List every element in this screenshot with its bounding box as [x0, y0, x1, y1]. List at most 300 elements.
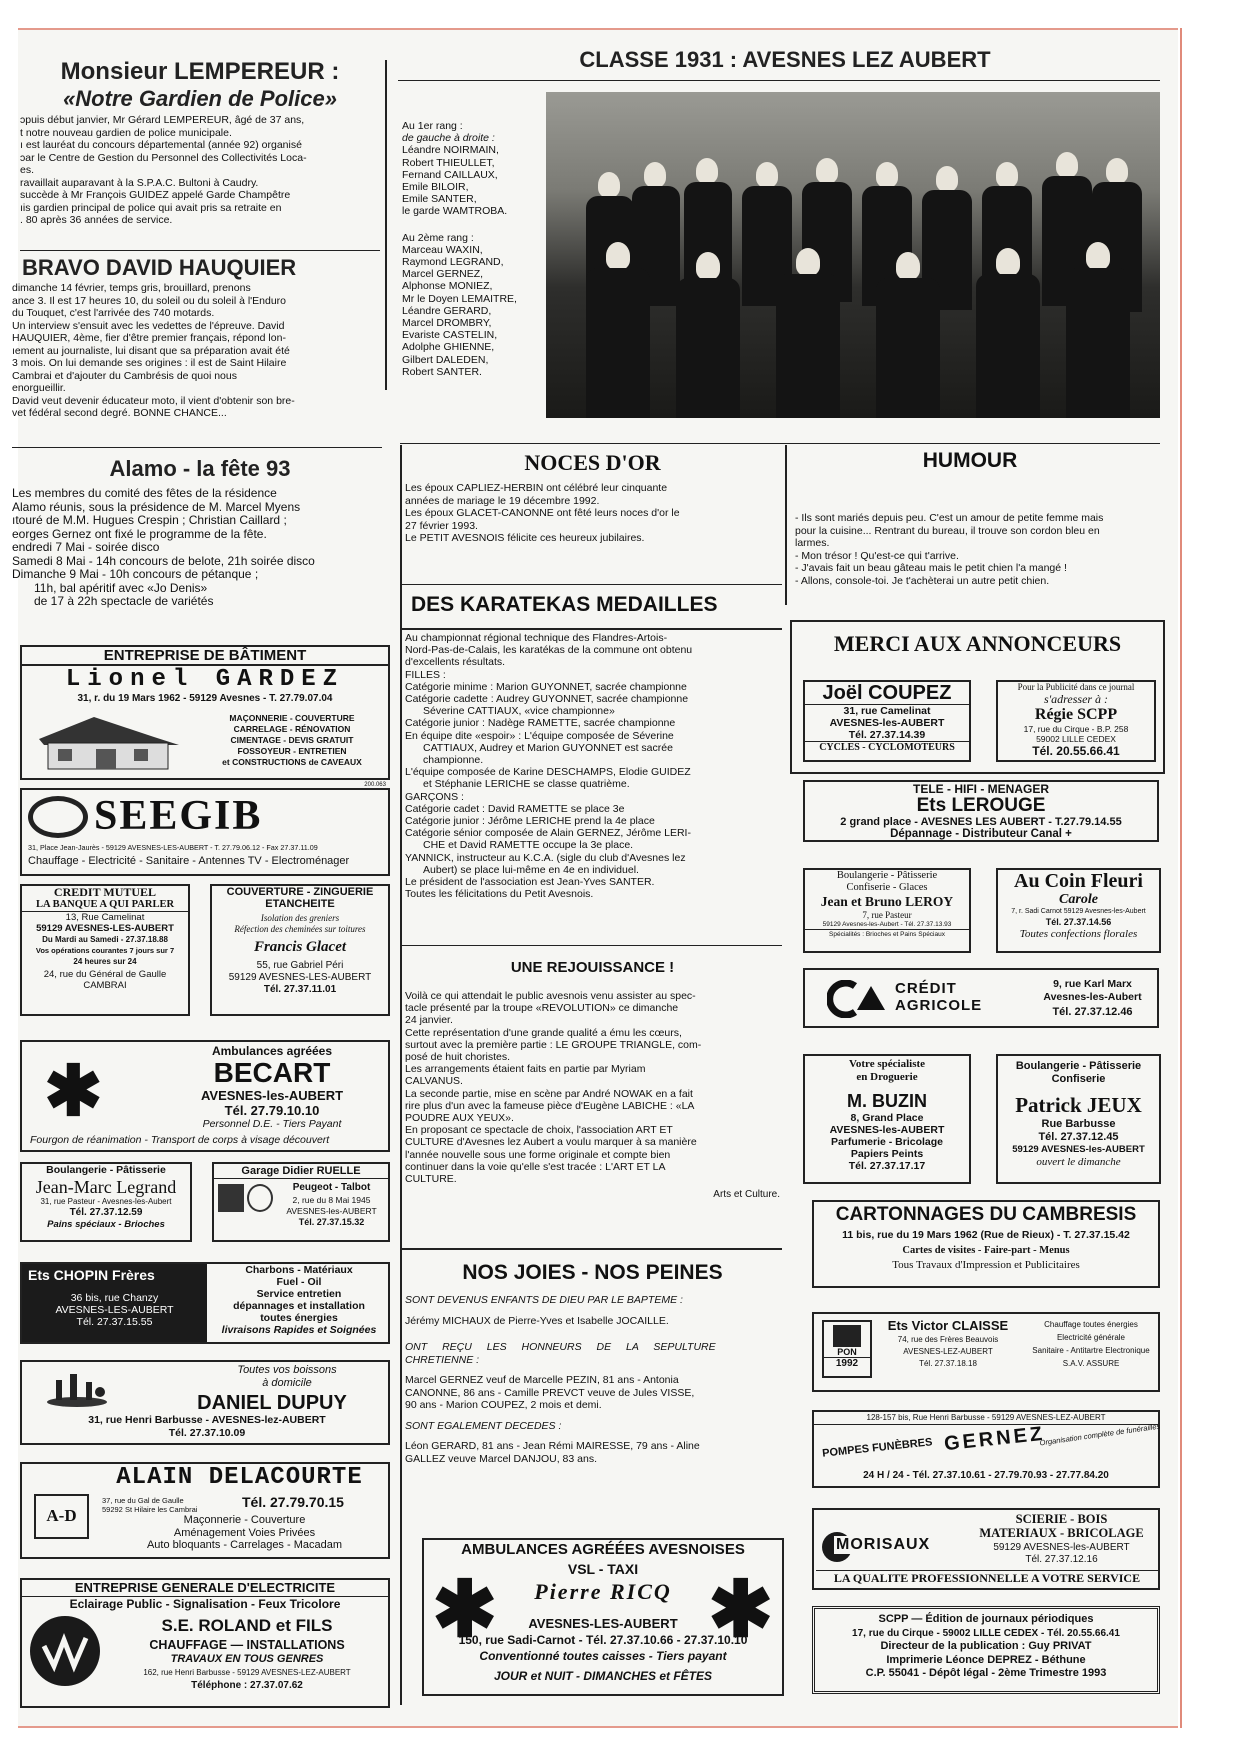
ad-credit-mutuel: [20, 884, 190, 1016]
text-line: 24 heures sur 24: [73, 957, 137, 966]
ad-city: 59129 Avesnes-les-Aubert - Tél. 27.37.13.93: [822, 921, 952, 928]
text-line: 24, rue du Général de Gaulle: [43, 969, 167, 980]
ad-name: DANIEL DUPUY: [197, 1392, 347, 1414]
ad-name: Joël COUPEZ: [805, 682, 969, 705]
ad-name: CRÉDIT: [895, 980, 957, 997]
karate-title: DES KARATEKAS MEDAILLES: [411, 593, 718, 616]
bravo-body: [12, 282, 380, 420]
text-line: Cambrai et d'ajouter du Cambrésis de quoi nous: [12, 369, 237, 382]
ad-line: CYCLES - CYCLOMOTEURS: [805, 741, 969, 754]
imprint-line: SCPP — Édition de journaux périodiques: [878, 1613, 1094, 1625]
text-line: ɔpuis début janvier, Mr Gérard LEMPEREUR, âgé de 37 ans,: [20, 114, 305, 126]
ad-name: Lionel GARDEZ: [65, 666, 345, 693]
ad-claisse: [812, 1312, 1160, 1392]
text-line: ıis gardien principal de police qui avait pris sa retraite en: [20, 201, 282, 214]
text-line: ıement au journaliste, lui disant que sa préparation avait été: [12, 344, 290, 357]
text-line: - J'avais fait un beau gâteau mais le petit chien l'a mangé !: [795, 562, 1067, 574]
ad-line: Confiserie: [1051, 1073, 1106, 1085]
star-of-life-icon: ✱: [44, 1052, 103, 1130]
ad-address: 2 grand place - AVESNES LES AUBERT - T.27.79.14.55: [840, 816, 1122, 828]
caption-name: Marcel GERNEZ,: [402, 268, 484, 281]
text-line: dimanche 14 février, temps gris, brouillard, prenons: [12, 282, 251, 294]
ad-name: Pierre RICQ: [534, 1579, 672, 1604]
text-line: Service entretien: [256, 1288, 342, 1300]
ad-credit-agricole: [803, 968, 1159, 1028]
ad-legrand: [20, 1162, 192, 1242]
text-line: 59129 AVESNES-LES-AUBERT: [36, 923, 174, 934]
ad-heading: ETANCHEITE: [265, 898, 335, 910]
text-line: Alamo réunis, sous la présidence de M. Marcel Myens: [12, 499, 301, 514]
caption-name: Robert THIEULLET,: [402, 156, 495, 169]
ad-code: 200.063: [364, 782, 386, 788]
text-line: continuer dans la voie qu'elle s'est tracée : L'ART ET LA: [405, 1160, 666, 1173]
caption-direction: de gauche à droite :: [402, 132, 495, 145]
classe-title: CLASSE 1931 : AVESNES LEZ AUBERT: [579, 47, 991, 72]
alamo-article: [12, 455, 388, 609]
text-line: CALVANUS.: [405, 1075, 463, 1088]
chopin-panel: [22, 1264, 207, 1342]
text-line: ıtouré de M.M. Hugues Crespin ; Christian Caillard ;: [12, 513, 287, 527]
section-label: ONT REÇU LES HONNEURS DE LA SEPULTURE: [405, 1341, 716, 1353]
text-line: Au championnat régional technique des Flandres-Artois-: [405, 632, 668, 644]
noces-title: NOCES D'OR: [524, 450, 661, 475]
ad-seegib: [20, 788, 390, 876]
ad-line: JOUR et NUIT - DIMANCHES et FÊTES: [493, 1669, 712, 1683]
text-line: GARÇONS :: [405, 790, 464, 803]
logo-text: PON: [837, 1347, 857, 1357]
roland-logo-icon: [30, 1616, 100, 1686]
text-line: En proposant ce spectacle de choix, l'association ART ET: [405, 1124, 673, 1137]
text-line: POUDRE AUX YEUX».: [405, 1112, 514, 1125]
page-edge-line: [1180, 28, 1182, 1728]
caption-name: Robert SANTER.: [402, 365, 482, 378]
ad-address: 8, Grand Place: [850, 1112, 924, 1124]
ad-address: 9, rue Karl Marx: [1053, 978, 1132, 990]
ad-phone: Tél. 27.37.12.16: [1025, 1554, 1098, 1565]
claisse-services: [1024, 1318, 1158, 1370]
text-line: d'excellents résultats.: [405, 656, 506, 669]
text-line: Vos opérations courantes 7 jours sur 7: [35, 946, 175, 955]
text-line: Auto bloquants - Carrelages - Macadam: [146, 1539, 343, 1551]
text-line: - Ils sont mariés depuis peu. C'est un amour de petite femme mais: [795, 512, 1104, 524]
ad-address: 31, Place Jean-Jaurès - 59129 AVESNES-LES-AUBERT - T. 27.79.06.12 - Fax 27.37.11.09: [28, 843, 318, 852]
ad-services: [197, 713, 387, 768]
ad-phone: Tél. 27.79.10.10: [224, 1103, 320, 1118]
caption-name: Adolphe GHIENNE,: [402, 341, 495, 354]
text-line: championne.: [423, 754, 484, 767]
text-line: CULTURE.: [405, 1173, 457, 1186]
service-line: MAÇONNERIE - COUVERTURE: [229, 713, 355, 723]
lempereur-title: Monsieur LEMPEREUR :: [60, 58, 340, 85]
ad-heading: ENTREPRISE GENERALE D'ELECTRICITE: [22, 1580, 388, 1597]
lempereur-body: [20, 114, 380, 227]
divider: [402, 1248, 782, 1250]
text-line: 90 ans - Marion COUPEZ, 2 mois et demi.: [405, 1399, 602, 1411]
ad-phone: Tél. 27.37.17.17: [848, 1160, 926, 1172]
text-line: pour la cuisine... Rentrant du bureau, il trouve son cordon bleu en: [795, 524, 1100, 537]
ad-becart: [20, 1040, 390, 1152]
ad-address: 74, rue des Frères Beauvois: [897, 1335, 999, 1344]
column-rule: [385, 60, 387, 390]
ad-heading: ENTREPRISE DE BÂTIMENT: [22, 647, 388, 666]
ad-leroy: [803, 868, 971, 953]
text-line: Catégorie cadet : David RAMETTE se place 3e: [405, 802, 625, 815]
ad-glacet: [210, 884, 390, 1016]
text-line: 27 février 1993.: [405, 519, 478, 532]
text-line: Electricité générale: [1056, 1333, 1126, 1342]
text-line: S.A.V. ASSURE: [1062, 1359, 1120, 1368]
text-line: posé de huit choristes.: [405, 1051, 511, 1064]
ad-lines: [212, 913, 388, 935]
ad-heading: AMBULANCES AGRÉÉES AVESNOISES: [461, 1541, 745, 1558]
text-line: et Stéphanie LERICHE se classe quatrième.: [423, 778, 630, 791]
ad-delacourte: [20, 1462, 390, 1559]
ad-phone: Tél. 27.37.10.09: [168, 1427, 246, 1439]
ad-coin-fleuri: [996, 868, 1161, 953]
ad-name: Ets Victor CLAISSE: [887, 1318, 1009, 1333]
caption-name: le garde WAMTROBA.: [402, 205, 508, 218]
text-line: Chauffage toutes énergies: [1044, 1320, 1138, 1329]
seegib-logo-icon: [28, 796, 88, 838]
ad-city: 59002 LILLE CEDEX: [1036, 734, 1116, 744]
imprint-line: 17, rue du Cirque - 59002 LILLE CEDEX - Tél. 20.55.66.41: [852, 1627, 1120, 1639]
ad-address: 150, rue Sadi-Carnot - Tél. 27.37.10.66 - 27.37.10.10: [458, 1633, 748, 1647]
star-of-life-icon: ✱: [708, 1565, 774, 1653]
ad-line: CHAUFFAGE — INSTALLATIONS: [149, 1638, 345, 1652]
text-line: Un interview s'ensuit avec les vedettes de l'épreuve. David: [12, 319, 285, 332]
caption-name: Léandre GERARD,: [402, 304, 492, 317]
ad-heading: Ambulances agréées: [211, 1044, 333, 1058]
text-line: Cette représentation d'une grande qualité a ému les cœurs,: [405, 1026, 682, 1039]
ad-name: Ets LEROUGE: [916, 795, 1046, 816]
ad-name: Patrick JEUX: [1015, 1093, 1142, 1117]
text-line: rire plus d'un avec la fameuse pièce d'Eugène LABICHE : «LA: [405, 1099, 695, 1112]
text-line: du Touquet, c'est l'arrivée des 740 motards.: [12, 307, 215, 319]
star-of-life-icon: ✱: [432, 1565, 498, 1653]
chopin-services: [210, 1264, 388, 1336]
ad-name: Francis Glacet: [253, 939, 347, 955]
ad-address: 31, rue Camelinat: [843, 705, 931, 717]
ad-services: [102, 1514, 387, 1552]
text-line: Maçonnerie - Couverture: [183, 1514, 306, 1526]
caption-label: Au 1er rang :: [402, 120, 463, 132]
ad-city: AVESNES-LES-AUBERT: [55, 1304, 174, 1316]
ad-gernez: [812, 1410, 1160, 1488]
text-line: Toutes les félicitations du Petit Avesnois.: [405, 888, 594, 901]
text-line: GALLEZ veuve Marcel DANJOU, 83 ans.: [405, 1452, 597, 1465]
ad-roland: [20, 1578, 390, 1708]
ad-line: Dépannage - Distributeur Canal +: [890, 828, 1072, 840]
ad-chopin: [20, 1262, 390, 1344]
ad-phone: Tél. 27.37.11.01: [263, 984, 337, 995]
ad-scpp-imprint: [812, 1606, 1160, 1694]
ad-line: Parfumerie - Bricolage: [830, 1136, 944, 1148]
caption-name: Marceau WAXIN,: [402, 243, 483, 256]
text-line: ance 3. Il est 17 heures 10, du soleil ou du soleil à l'Enduro: [12, 294, 287, 307]
ad-heading: Boulangerie - Pâtisserie: [46, 1164, 166, 1176]
ad-phone: Tél. 27.37.14.39: [848, 729, 926, 741]
text-line: ɔar le Centre de Gestion du Personnel des Collectivités Loca-: [20, 151, 307, 164]
text-line: En équipe dite «espoir» : L'équipe composée de Séverine: [405, 729, 674, 742]
text-line: CULTURE d'Avesnes lez Aubert a voulu marquer à sa manière: [405, 1136, 697, 1149]
humour-title: HUMOUR: [922, 449, 1018, 472]
text-line: Aménagement Voies Privées: [173, 1526, 316, 1539]
ad-phone: Tél. 27.37.14.56: [1045, 917, 1112, 927]
text-line: dépannages et installation: [233, 1300, 365, 1312]
text-line: CATTIAUX, Audrey et Marion GUYONNET est sacrée: [423, 741, 673, 754]
ad-line: en Droguerie: [856, 1071, 918, 1083]
caption-name: Evariste CASTELIN,: [402, 329, 498, 342]
ad-line: Toutes confections florales: [1019, 928, 1138, 940]
text-line: Le président de l'association est Jean-Yves SANTER.: [405, 876, 655, 889]
lempereur-subtitle: «Notre Gardien de Police»: [63, 86, 337, 111]
text-line: Le PETIT AVESNOIS félicite ces heureux jubilaires.: [405, 532, 645, 544]
ad-name: Au Coin Fleuri: [1014, 870, 1143, 892]
ad-regie: [996, 680, 1156, 762]
bravo-title: BRAVO DAVID HAUQUIER: [22, 255, 297, 280]
imprint-line: Directeur de la publication : Guy PRIVAT: [880, 1640, 1092, 1652]
caption-name: Emile BILOIR,: [402, 181, 469, 194]
ad-coupez: [803, 680, 971, 762]
text-line: de 17 à 22h spectacle de variétés: [34, 594, 214, 608]
ad-logo: A-D: [34, 1494, 89, 1539]
service-line: CARRELAGE - RÉNOVATION: [233, 724, 351, 734]
ad-name: Régie SCPP: [1034, 706, 1118, 723]
ad-name: Jean et Bruno LEROY: [820, 894, 954, 909]
rejouissance-body: [405, 990, 780, 1185]
deces-list: [405, 1440, 780, 1465]
classe-caption: [402, 120, 547, 378]
ad-city: AVESNES-les-AUBERT: [200, 1088, 344, 1103]
ad-name: M. BUZIN: [847, 1091, 927, 1111]
ad-address: 11 bis, rue du 19 Mars 1962 (Rue de Rieux) - T. 27.37.15.42: [842, 1229, 1130, 1241]
service-line: FOSSOYEUR - ENTRETIEN: [237, 746, 347, 756]
bottle-tray-icon: [42, 1370, 112, 1410]
text-line: vet fédéral second degré. BONNE CHANCE...: [12, 407, 227, 419]
imprint-line: C.P. 55041 - Dépôt légal - 2ème Trimestre 1993: [865, 1667, 1107, 1679]
ad-phone: Téléphone : 27.37.07.62: [191, 1680, 303, 1691]
ad-heading: COUVERTURE - ZINGUERIE: [226, 886, 374, 898]
text-line: Sanitaire - Antitartre Electronique: [1032, 1346, 1150, 1355]
talbot-logo-icon: [247, 1184, 273, 1212]
ad-address: 7, rue Pasteur: [862, 910, 912, 920]
ad-line: Conventionné toutes caisses - Tiers payant: [479, 1649, 727, 1663]
text-line: t notre nouveau gardien de police municipale.: [20, 126, 232, 139]
ad-address: Rue Barbusse: [1041, 1118, 1116, 1130]
divider: [402, 945, 782, 946]
section-label: CHRETIENNE :: [405, 1353, 480, 1366]
humour-article: [795, 446, 1165, 587]
text-line: CHE et David RAMETTE occupe la 3e place.: [423, 839, 634, 852]
ad-lerouge: [803, 780, 1159, 842]
rejouissance-article: [405, 958, 780, 1200]
text-line: David veut devenir éducateur moto, il vient d'obtenir son bre-: [12, 394, 295, 407]
ad-line: Toutes vos boissons: [237, 1364, 337, 1376]
ad-heading: TELE - HIFI - MENAGER: [913, 782, 1049, 796]
alamo-title: Alamo - la fête 93: [109, 456, 291, 481]
text-line: - Allons, console-toi. Je t'achèterai un autre petit chien.: [795, 574, 1050, 587]
ad-phone: Tél. 27.37.12.45: [1038, 1131, 1119, 1143]
ad-phone: 24 H / 24 - Tél. 27.37.10.61 - 27.79.70.93 - 27.77.84.20: [863, 1470, 1109, 1481]
text-line: tacle présenté par la troupe «REVOLUTION» ce dimanche: [405, 1002, 679, 1015]
ad-jeux: [996, 1054, 1161, 1184]
caption-name: Alphonse MONIEZ,: [402, 280, 493, 293]
text-line: Nord-Pas-de-Calais, les karatékas de la commune ont obtenu: [405, 644, 693, 657]
text-line: Voilà ce qui attendait le public avesnois venu assister au spec-: [405, 990, 696, 1002]
joies-article: [405, 1258, 780, 1465]
text-line: Catégorie sénior composée de Alain GERNEZ, Jérôme LERI-: [405, 827, 691, 840]
text-line: Catégorie junior : Nadège RAMETTE, sacrée championne: [405, 717, 676, 730]
ad-line: Organisation complète de funérailles: [1038, 1421, 1161, 1448]
ad-name: ALAIN DELACOURTE: [116, 1464, 363, 1491]
ad-ruelle: [212, 1162, 390, 1242]
ad-line: MATERIAUX - BRICOLAGE: [979, 1526, 1144, 1540]
ad-phone: Tél. 27.37.12.46: [1052, 1006, 1133, 1018]
ad-city: Avesnes-les-Aubert: [1043, 991, 1142, 1003]
ad-city: AVESNES-LES-AUBERT: [528, 1616, 678, 1631]
text-line: Jérémy MICHAUX de Pierre-Yves et Isabelle JOCAILLE.: [405, 1314, 669, 1327]
text-line: 13, Rue Camelinat: [65, 912, 145, 923]
ad-address: 31, rue Henri Barbusse - AVESNES-lez-AUBERT: [88, 1414, 326, 1426]
ad-gardez: [20, 645, 390, 788]
bravo-article: [12, 254, 380, 420]
text-line: l'année nouvelle sous une forme originale et compte bien: [405, 1148, 671, 1161]
text-line: livraisons Rapides et Soignées: [221, 1324, 377, 1336]
ad-dupuy: [20, 1360, 390, 1445]
ad-cartonnages: [812, 1200, 1160, 1288]
ad-subheading: VSL - TAXI: [567, 1561, 639, 1577]
ad-address: 17, rue du Cirque - B.P. 258: [1023, 724, 1129, 734]
divider: [400, 443, 1160, 444]
caption-name: Raymond LEGRAND,: [402, 256, 504, 269]
ad-phone: Tél. 27.37.12.59: [69, 1207, 143, 1218]
text-line: YANNICK, instructeur au K.C.A. (sigle du club d'Avesnes lez: [405, 851, 686, 864]
text-line: ı est lauréat du concours départemental (année 92) organisé: [20, 139, 302, 151]
ad-name: AGRICOLE: [895, 997, 983, 1014]
ad-address: 31, r. du 19 Mars 1962 - 59129 Avesnes - T. 27.79.07.04: [77, 693, 333, 704]
ad-name: S.E. ROLAND et FILS: [161, 1616, 333, 1635]
ad-name: CREDIT MUTUEL: [53, 885, 157, 899]
ad-phone: Tél. 20.55.66.41: [1032, 744, 1120, 758]
text-line: Les membres du comité des fêtes de la résidence: [12, 486, 277, 500]
claisse-logo-box: [822, 1320, 872, 1378]
ad-address: 128-157 bis, Rue Henri Barbusse - 59129 AVESNES-LEZ-AUBERT: [814, 1412, 1158, 1425]
text-line: Catégorie cadette : Audrey GUYONNET, sacrée championne: [405, 693, 689, 706]
karate-body: [405, 632, 780, 900]
caption-name: Emile SANTER,: [402, 193, 477, 206]
ad-address: 7, r. Sadi Carnot 59129 Avesnes-les-Aubert: [1011, 908, 1146, 915]
ad-address: 31, rue Pasteur - Avesnes-les-Aubert: [40, 1197, 172, 1206]
text-line: La seconde partie, mise en scène par André NOWAK en a fait: [405, 1087, 693, 1100]
imprint-line: Imprimerie Léonce DEPREZ - Béthune: [886, 1653, 1086, 1666]
text-line: succède à Mr François GUIDEZ appelé Garde Champêtre: [20, 189, 291, 201]
ad-subheading: Eclairage Public - Signalisation - Feux Tricolore: [69, 1597, 341, 1611]
text-line: endredi 7 Mai - soirée disco: [12, 540, 160, 554]
caption-name: Mr le Doyen LEMAITRE,: [402, 292, 517, 305]
ad-phone: Tél. 27.37.15.32: [298, 1217, 365, 1227]
ad-name: CARTONNAGES DU CAMBRESIS: [835, 1204, 1137, 1225]
text-line: L'équipe composée de Karine DESCHAMPS, Elodie GUIDEZ: [405, 766, 691, 779]
ad-line: Cartes de visites - Faire-part - Menus: [902, 1245, 1070, 1256]
ad-line: Papiers Peints: [850, 1148, 924, 1160]
caption-name: Fernand CAILLAUX,: [402, 168, 498, 181]
ad-services: Chauffage - Electricité - Sanitaire - Antennes TV - Electroménager: [28, 855, 350, 867]
ad-name: BECART: [213, 1057, 331, 1088]
ad-city: AVESNES-les-AUBERT: [829, 1124, 945, 1136]
ad-line: SCIERIE - BOIS: [1015, 1512, 1108, 1526]
humour-body: [795, 512, 1165, 587]
house-icon: [34, 711, 184, 771]
merci-title: MERCI AUX ANNONCEURS: [833, 631, 1122, 656]
ad-city: 59129 AVESNES-les-AUBERT: [993, 1542, 1130, 1553]
text-line: - Mon trésor ! Qu'est-ce qui t'arrive.: [795, 549, 959, 562]
text-line: Samedi 8 Mai - 14h concours de belote, 21h soirée disco: [12, 553, 315, 568]
ad-line: LA QUALITE PROFESSIONNELLE A VOTRE SERVICE: [816, 1570, 1158, 1585]
text-line: Du Mardi au Samedi - 27.37.18.88: [42, 935, 168, 944]
text-line: Marcel GERNEZ veuf de Marcelle PEZIN, 81 ans - Antonia: [405, 1374, 679, 1386]
ad-city: 59129 AVESNES-LES-AUBERT: [228, 972, 372, 983]
ad-heading: Garage Didier RUELLE: [214, 1164, 388, 1179]
rejouissance-title: UNE REJOUISSANCE !: [510, 959, 675, 976]
ad-phone: Tél. 27.79.70.15: [242, 1494, 344, 1510]
caption-name: Léandre NOIRMAIN,: [402, 144, 499, 157]
ad-line: Spécialités : Brioches et Pains Spéciaux: [805, 929, 969, 939]
ad-line: à domicile: [262, 1377, 312, 1389]
text-line: . 80 après 36 années de service.: [20, 214, 173, 226]
ad-line: Personnel D.E. - Tiers Payant: [202, 1118, 342, 1130]
text-line: CANONNE, 86 ans - Camille PREVCT veuve de Jules VISSE,: [405, 1386, 695, 1399]
ad-city: 59129 AVESNES-les-AUBERT: [1012, 1144, 1145, 1155]
ad-address: 162, rue Henri Barbusse - 59129 AVESNES-LEZ-AUBERT: [143, 1668, 351, 1677]
ad-line: POMPES FUNÈBRES: [821, 1436, 933, 1460]
ad-ambulances-ricq: [422, 1538, 784, 1696]
article-signature: Arts et Culture.: [713, 1189, 780, 1201]
text-line: enorgueillir.: [12, 382, 66, 394]
ad-line: TRAVAUX EN TOUS GENRES: [170, 1653, 324, 1665]
text-line: 24 janvier.: [405, 1014, 453, 1027]
text-line: 37, rue du Gal de Gaulle: [102, 1496, 184, 1505]
ad-subname: Carole: [1059, 892, 1098, 907]
credit-agricole-logo-icon: [827, 980, 887, 1018]
divider: [402, 584, 782, 585]
text-line: ravaillait auparavant à la S.P.A.C. Bultoni à Caudry.: [20, 176, 259, 189]
ad-line: Boulangerie - Pâtisserie: [836, 870, 938, 881]
ad-line: Fourgon de réanimation - Transport de corps à visage découvert: [30, 1134, 330, 1146]
text-line: Charbons - Matériaux: [245, 1264, 353, 1276]
peugeot-lion-icon: [218, 1184, 244, 1212]
service-line: CIMENTAGE - DEVIS GRATUIT: [230, 735, 354, 745]
ad-city: AVESNES-les-AUBERT: [829, 717, 945, 729]
text-line: 11h, bal apéritif avec «Jo Denis»: [34, 580, 208, 595]
text-line: Isolation des greniers: [260, 913, 340, 923]
ad-line: Pour la Publicité dans ce journal: [1017, 682, 1135, 692]
text-line: Les arrangements étaient faits en partie par Myriam: [405, 1063, 646, 1076]
ad-address: 36 bis, rue Chanzy: [70, 1292, 159, 1304]
text-line: Fuel - Oil: [276, 1276, 322, 1288]
ad-name: MORISAUX: [836, 1536, 931, 1553]
ad-name: SEEGIB: [94, 793, 263, 839]
text-line: Les époux CAPLIEZ-HERBIN ont célébré leur cinquante: [405, 482, 668, 494]
text-line: 3 mois. On lui demande ses origines : il est de Saint Hilaire: [12, 357, 287, 369]
text-line: toutes énergies: [260, 1312, 338, 1324]
caption-name: Gilbert DALEDEN,: [402, 353, 489, 366]
lempereur-article: [20, 58, 380, 227]
text-line: Les époux GLACET-CANONNE ont fêté leurs noces d'or le: [405, 507, 680, 519]
ad-line: ouvert le dimanche: [1036, 1156, 1121, 1168]
ad-phone: Tél. 27.37.15.55: [76, 1316, 153, 1328]
ad-city: AVESNES-LEZ-AUBERT: [903, 1347, 993, 1356]
karate-article: [405, 590, 780, 900]
